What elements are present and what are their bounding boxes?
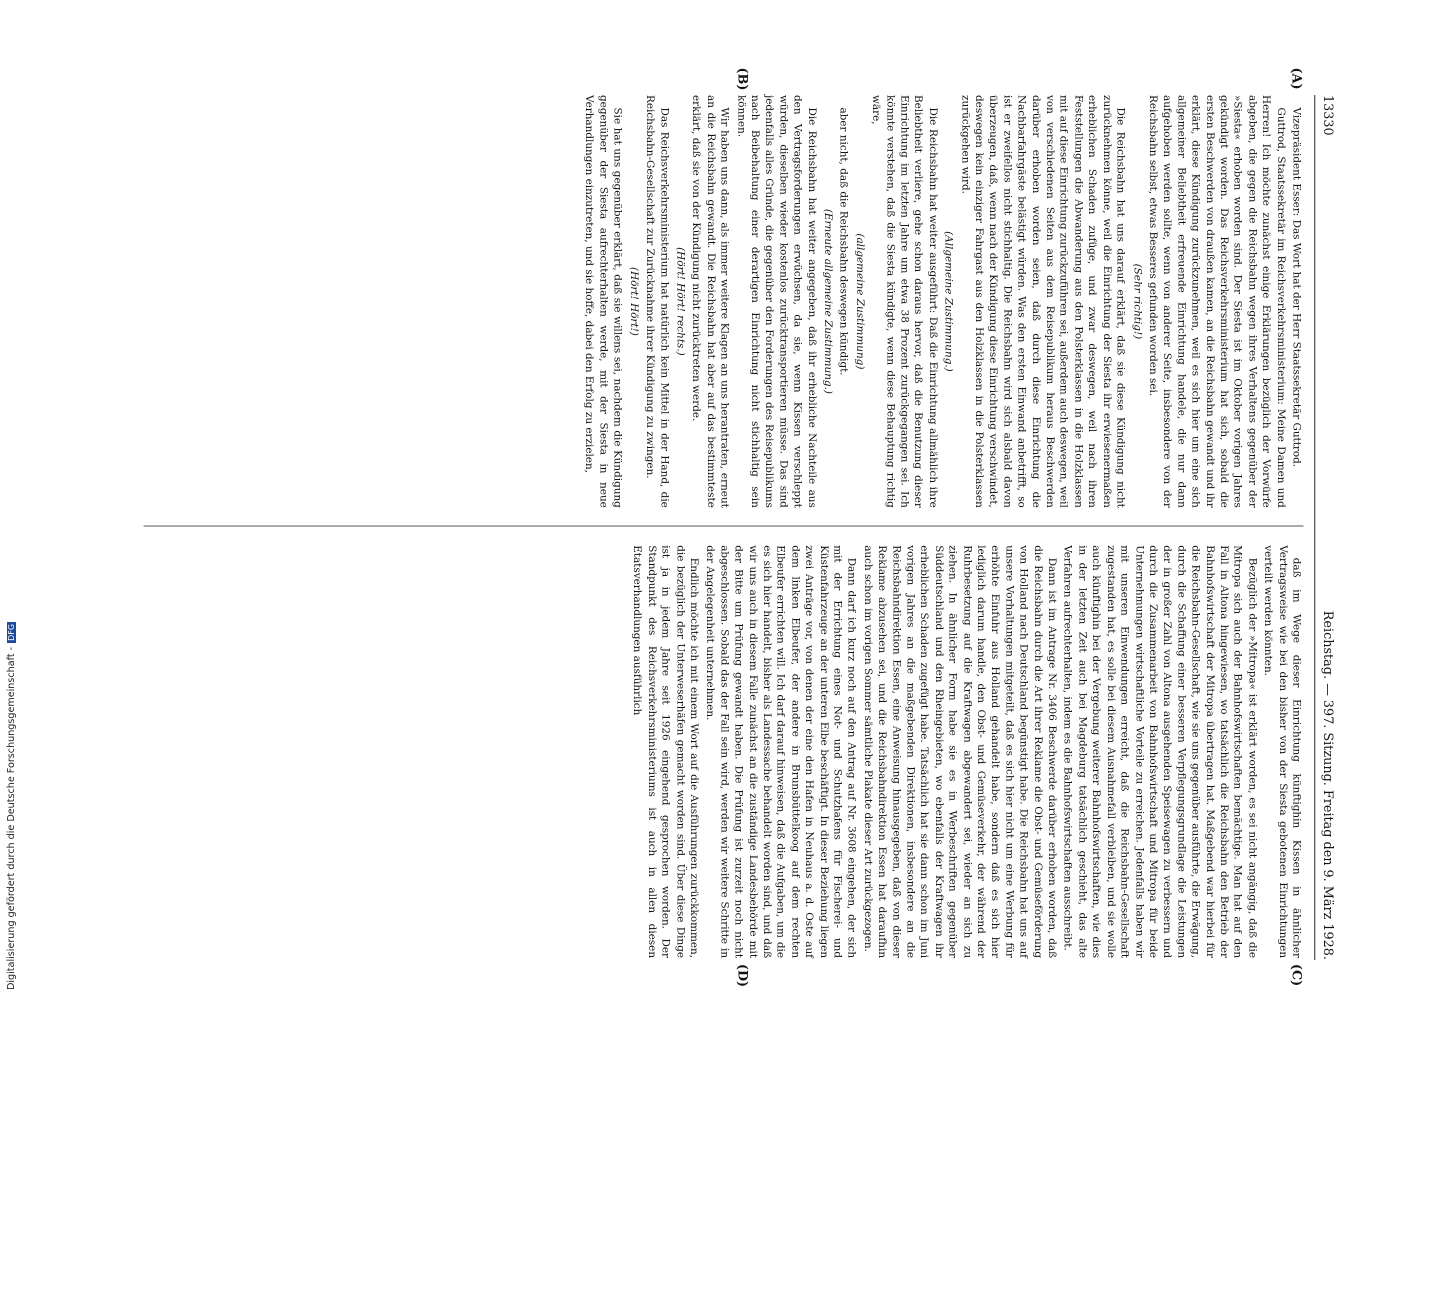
page-header-title: Reichstag. — 397. Sitzung. Freitag den 9. März 1928. — [1320, 610, 1336, 960]
dfg-logo: DFG — [7, 623, 16, 641]
paragraph: (Erneute allgemeine Zustimmung.) — [821, 208, 834, 394]
paragraph: aber nicht, daß die Reichsbahn deswegen kündigt. — [837, 107, 850, 376]
paragraph: Guttrod, Staatssekretär im Reichsverkehrsministerium: Meine Damen und Herren! Ich möchte zunächst einige Erklärungen bezüglich der Vorwürfe abgeben, die gegen die Reichsbahn wegen ihres Verhaltens gegenüber der »Siesta« erhoben worden sind. Der Siesta ist im Oktober vorigen Jahres gekündigt worden. Das Reichsverkehrsministerium hat sich, sobald die ersten Beschwerden von draußen kamen, an die Reichsbahn gewandt und ihr erklärt, diese Kündigung zurückzunehmen, weil es sich hier um eine sich allgemeiner Beliebtheit erfreuende Einrichtung handele, die nur dann aufgehoben werden sollte, wenn von anderer Seite, insbesondere von der Reichsbahn selbst, etwas Besseres gefunden worden sei. — [1147, 95, 1287, 508]
margin-marker-b: (B) — [734, 67, 750, 91]
paragraph: Das Reichsverkehrsministerium hat natürlich kein Mittel in der Hand, die Reichsbahn-Gesellschaft zur Zurücknahme ihrer Kündigung zu zwingen. — [644, 95, 670, 508]
credit-text: Digitalisierung gefördert durch die Deutsche Forschungsgemeinschaft - — [6, 646, 17, 990]
paragraph: (Hört! Hört! rechts.) — [674, 247, 687, 356]
paragraph: (Allgemeine Zustimmung.) — [942, 231, 955, 372]
column-divider — [144, 526, 1304, 527]
margin-marker-c: (C) — [1288, 963, 1304, 987]
paragraph: (Sehr richtig!) — [1130, 263, 1143, 340]
paragraph: Die Reichsbahn hat weiter angegeben, daß ihr erhebliche Nachteile aus den Vertragsforderungen erwüchsen, da sie, wenn Kissen verschleppt würden, dieselben wieder kostenlos zurücktransportieren müsse. Das sind jedenfalls alles Gründe, die gegenüber den Forderungen des Reisepublikums nach Beibehaltung einer derartigen Einrichtung nicht stichhaltig sein können. — [734, 95, 818, 508]
paragraph: Die Reichsbahn hat weiter ausgeführt: Daß die Einrichtung allmählich ihre Beliebtheit verliere, gehe schon daraus hervor, daß die Benutzung dieser Einrichtung im letzten Jahre um etwa 38 Prozent zurückgegangen sei. Ich könnte verstehen, daß die Siesta kündigte, wenn diese Behauptung richtig wäre, — [870, 95, 939, 508]
paragraph: (allgemeine Zustimmung) — [854, 233, 866, 370]
page-header — [1317, 95, 1339, 960]
digitization-credit — [6, 610, 20, 990]
paragraph: daß im Wege dieser Einrichtung künftighin Kissen in ähnlicher Vertragsweise wie bei den bisher von der Siesta gebotenen Einrichtungen verteilt werden könnten. — [1262, 545, 1303, 959]
margin-marker-a: (A) — [1288, 67, 1304, 90]
paragraph: Vizepräsident Esser: Das Wort hat der Herr Staatssekretär Guttrod. — [1290, 107, 1303, 468]
page-number: 13330 — [1320, 95, 1336, 136]
paragraph: Sie hat uns gegenüber erklärt, daß sie willens sei, nachdem die Kündigung gegenüber der Siesta aufrechterhalten werde, mit der Siesta in neue Verhandlungen einzutreten, und sie hoffe, dabei den Erfolg zu erzielen, — [583, 95, 624, 508]
paragraph: Dann darf ich kurz noch auf den Antrag auf Nr. 3608 eingehen, der sich mit der Errichtung eines Not- und Schutzhafens für Fischerei- und Küstenfahrzeuge an der unteren Elbe beschäftigt. In dieser Beziehung liegen zwei Anträge vor, von denen der eine den Hafen in Neuhaus a. d. Oste auf dem linken Elbeufer, der andere in Brunsbüttelkoog auf dem rechten Elbeufer errichten will. Ich darf darauf hinweisen, daß die Aufgaben, um die es sich hier handelt, bisher als Landessache behandelt worden sind, und daß wir uns auch in diesem Falle zunächst an die zuständige Landesbehörde mit der Bitte um Prüfung gewandt haben. Die Prüfung ist zurzeit noch nicht abgeschlossen. Sobald das der Fall sein wird, werden wir weitere Schritte in der Angelegenheit unternehmen. — [704, 545, 858, 959]
paragraph: Wir haben uns dann, als immer weitere Klagen an uns herantraten, erneut an die Reichsbahn gewandt. Die Reichsbahn hat aber auf das bestimmteste erklärt, daß sie von der Kündigung nicht zurücktreten werde. — [690, 95, 731, 508]
margin-marker-d: (D) — [734, 963, 750, 988]
paragraph: Die Reichsbahn hat uns darauf erklärt, daß sie diese Kündigung nicht zurücknehmen könne, weil die Einrichtung der Siesta ihr erwiesenermaßen erheblichen Schaden zufüge, und zwar deswegen, weil nach ihren Feststellungen die Abwanderung aus den Polsterklassen in die Holzklassen mit auf diese Einrichtung zurückzuführen sei, außerdem auch deswegen, weil von verschiedenen Seiten aus dem Reisepublikum heraus Beschwerden darüber erhoben worden seien, daß durch diese Einrichtung die Nachbarfahrgäste belästigt würden. Was den ersten Einwand anbetrifft, so ist er zweifellos nicht stichhaltig. Die Reichsbahn wird sich alsbald davon überzeugen, daß, wenn nach der Kündigung diese Einrichtung verschwindet, deswegen kein einziger Fahrgast aus den Holzklassen in die Polsterklassen zurückgehen wird. — [959, 95, 1127, 508]
left-text-column — [580, 95, 1303, 508]
header-rule — [1314, 95, 1315, 960]
paragraph: Dann ist im Antrage Nr. 3406 Beschwerde darüber erhoben worden, daß die Reichsbahn durch die Art ihrer Reklame die Obst- und Gemüseförderung von Holland nach Deutschland begünstigt habe. Die Reichsbahn hat uns auf unsere Vorhaltungen mitgeteilt, daß es sich hier nicht um eine Werbung für erhöhte Einfuhr aus Holland gehandelt habe, sondern daß es sich hier lediglich darum handle, den Obst- und Gemüseverkehr, der während der Ruhrbesetzung auf die Kraftwagen abgewandert sei, wieder an sich zu ziehen. In ähnlicher Form habe sie es in Werbeschriften gegenüber Süddeutschland und den Rheingebieten, wo ebenfalls der Kraftwagen ihr erheblichen Schaden zugefügt habe. Tatsächlich hat sie dann schon im Juni vorigen Jahres an die maßgebenden Direktionen, insbesondere an die Reichsbahndirektion Essen, eine Anweisung hinausgegeben, daß von dieser Reklame abzusehen sei, und die Reichsbahndirektion Essen hat daraufhin auch schon im vorigen Sommer sämtliche Plakate dieser Art zurückgezogen. — [861, 545, 1058, 959]
right-text-column — [628, 545, 1303, 958]
rotated-document-sheet — [474, 67, 1339, 1314]
page — [120, 67, 1360, 1095]
paragraph: Endlich möchte ich mit einem Wort auf die Ausführungen zurückkommen, die bezüglich der Unterweserhäfen gemacht worden sind. Über diese Dinge ist ja in jedem Jahre seit 1926 eingehend gesprochen worden. Der Standpunkt des Reichsverkehrsministeriums ist auch in allen diesen Etatsverhandlungen ausführlich — [631, 545, 700, 959]
paragraph: (Hört! Hört!) — [627, 267, 640, 336]
paragraph: Bezüglich der »Mitropa« ist erklärt worden, es sei nicht angängig, daß die Mitropa sich auch der Bahnhofswirtschaften bemächtige. Man hat auf den Fall in Altona hingewiesen, wo tatsächlich die Reichsbahn den Betrieb der Bahnhofswirtschaft der Mitropa übertragen hat. Maßgebend war hierbei für die Reichsbahn-Gesellschaft, wie sie uns gegenüber ausführte, die Erwägung, durch die Schaffung einer besseren Verpflegungsgrundlage die Leistungen der in großer Zahl von Altona ausgehenden Speisewagen zu verbessern und durch die Zusammenarbeit von Bahnhofswirtschaft und Mitropa für beide Unternehmungen wirtschaftliche Vorteile zu erreichen. Jedenfalls haben wir mit unseren Einwendungen erreicht, daß die Reichsbahn-Gesellschaft zugestanden hat, es solle bei diesem Ausnahmefall verbleiben, und sie wolle auch künftighin bei der Vergebung weiterer Bahnhofswirtschaften, wie dies in der letzten Zeit auch bei Magdeburg tatsächlich geschieht, das alte Verfahren aufrechterhalten, indem es die Bahnhofswirtschaften ausschreibt. — [1062, 545, 1259, 959]
